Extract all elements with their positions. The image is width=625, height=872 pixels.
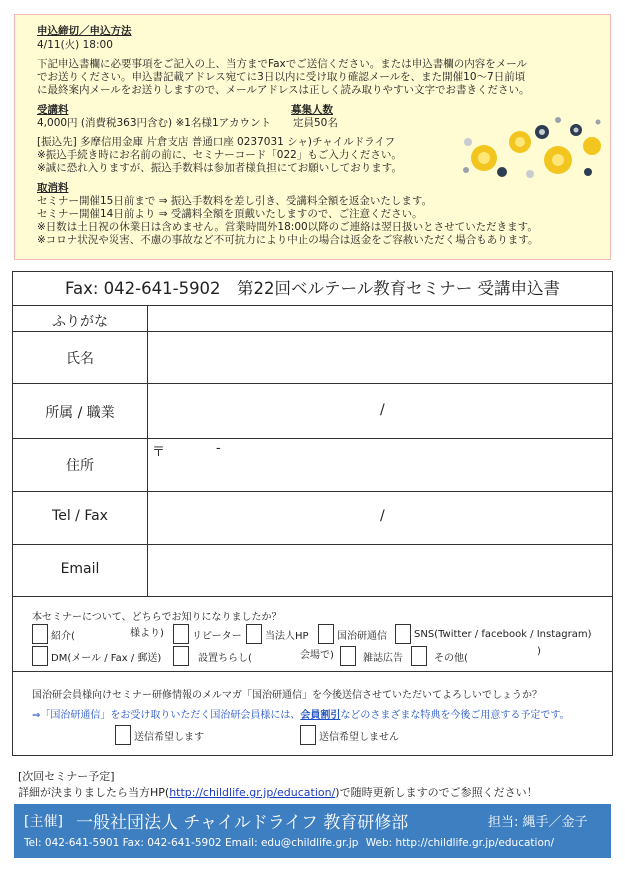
postal-dash: - (216, 441, 221, 456)
next-line: 詳細が決まりましたら当方HP(http://childlife.gr.jp/education/)で随時更新しますのでご参照ください！ (18, 786, 538, 799)
checkbox-icon[interactable] (32, 646, 48, 666)
source-sns: SNS(Twitter / facebook / Instagram) (395, 624, 592, 644)
hp-link[interactable]: http://childlife.gr.jp/education/ (169, 786, 336, 799)
source-other-end: ) (537, 646, 541, 657)
source-hp: 当法人HP (246, 624, 309, 644)
transfer-line: ※誠に恐れ入りますが、振込手数料は参加者様負担にてお願いしております。 (37, 162, 402, 174)
footer-tel: Tel: 042-641-5901 (24, 837, 120, 849)
checkbox-icon[interactable] (32, 624, 48, 644)
method-line: 下記申込書欄に必要事項をご記入の上、当方までFaxでご送信ください。または申込書欄の内容をメール (37, 58, 528, 70)
transfer-line: ※振込手続き時にお名前の前に、セミナーコード「022」もご入力ください。 (37, 149, 402, 161)
contact-person: 担当: 縄手／金子 (488, 815, 588, 830)
source-dm: DM(メール / Fax / 郵送) (32, 646, 161, 666)
address-label: 住所 (66, 458, 94, 474)
member-discount: 会員割引 (300, 710, 341, 721)
newsletter-yes: 送信希望します (115, 725, 204, 745)
cancel-line: ※日数は土日祝の休業日は含めません。営業時間外18:00以降のご連絡は翌日扱いとさせていただきます。 (37, 221, 538, 233)
cancel-line: セミナー開催15日前まで ⇒ 振込手数料を差し引き、受講料全額を返金いたします。 (37, 195, 433, 207)
transfer-line: [振込先] 多摩信用金庫 片倉支店 普通口座 0237031 シャ)チャイルドライフ (37, 136, 396, 148)
method-line: に最終案内メールをお送りしますので、メールアドレスは正しく読み取りやすい文字でお書きください。 (37, 84, 530, 96)
checkbox-icon[interactable] (173, 624, 189, 644)
postal-mark: 〒 (152, 445, 166, 460)
footer-web[interactable]: Web: http://childlife.gr.jp/education/ (365, 837, 555, 849)
tel-fax-separator: / (380, 508, 385, 524)
footer-banner (14, 804, 611, 858)
email-field[interactable] (148, 545, 612, 596)
source-flyer-end: 会場で) (300, 650, 334, 661)
source-flyer: 設置ちらし( (173, 646, 252, 666)
fee-value: 4,000円 (消費税363円含む) ※1名様1アカウント (37, 117, 272, 129)
capacity-value: 定員50名 (293, 117, 338, 129)
deadline-heading: 申込締切／申込方法 (37, 25, 132, 37)
source-question: 本セミナーについて、どちらでお知りになりましたか？ (32, 612, 282, 623)
cancel-line: セミナー開催14日前より ⇒ 受講料全額を頂戴いたしますので、ご注意ください。 (37, 208, 423, 220)
address-field[interactable] (148, 439, 612, 491)
newsletter-question: 国治研会員様向けセミナー研修情報のメルマガ「国治研通信」を今後送信させていただいてよろしいでしょうか？ (32, 690, 542, 701)
source-magazine: 雑誌広告 (340, 646, 403, 666)
checkbox-icon[interactable] (395, 624, 411, 644)
email-label: Email (60, 561, 100, 577)
checkbox-icon[interactable] (246, 624, 262, 644)
source-kokuji: 国治研通信 (318, 624, 387, 644)
checkbox-icon[interactable] (300, 725, 316, 745)
affiliation-label: 所属 / 職業 (45, 405, 115, 421)
footer-fax: Fax: 042-641-5902 (122, 837, 222, 849)
capacity-heading: 募集人数 (291, 104, 333, 116)
flower-illustration (458, 112, 606, 190)
checkbox-icon[interactable] (340, 646, 356, 666)
method-line: でお送りください。申込書記載アドレス宛てに3日以内に受け取り確認メールを、また開催10～7日前頃 (37, 71, 526, 83)
host-label: [主催] (24, 814, 63, 830)
furigana-label: ふりがな (52, 314, 108, 330)
form-title: Fax: 042-641-5902 第22回ベルテール教育セミナー 受講申込書 (65, 279, 560, 298)
checkbox-icon[interactable] (173, 646, 189, 666)
source-referral: 紹介( (32, 624, 75, 644)
next-heading: [次回セミナー予定] (18, 770, 115, 783)
name-field[interactable] (148, 332, 612, 383)
checkbox-icon[interactable] (115, 725, 131, 745)
tel-fax-field[interactable] (148, 492, 612, 544)
source-other: その他( (411, 646, 468, 666)
affiliation-separator: / (380, 402, 385, 418)
affiliation-field[interactable] (148, 384, 612, 438)
cancel-heading: 取消料 (37, 182, 69, 194)
source-repeater: リピーター (173, 624, 242, 644)
source-referral-end: 様より) (130, 628, 164, 639)
footer-email[interactable]: Email: edu@childlife.gr.jp (224, 837, 359, 849)
newsletter-no: 送信希望しません (300, 725, 399, 745)
organization-name: 一般社団法人 チャイルドライフ 教育研修部 (76, 813, 409, 833)
footer-contact-line (24, 837, 554, 849)
application-form (12, 271, 613, 756)
furigana-field[interactable] (148, 306, 612, 331)
name-label: 氏名 (66, 351, 94, 367)
fee-heading: 受講料 (37, 104, 69, 116)
deadline-date: 4/11(火) 18:00 (37, 39, 113, 51)
newsletter-note: ⇒「国治研通信」をお受け取りいただく国治研会員様には、会員割引などのさまざまな特典を今後ご用意する予定です。 (32, 710, 570, 721)
cancel-line: ※コロナ状況や災害、不慮の事故など不可抗力により中止の場合は返金をご容赦いただく場合もあります。 (37, 234, 539, 246)
tel-fax-label: Tel / Fax (52, 508, 108, 524)
checkbox-icon[interactable] (411, 646, 427, 666)
checkbox-icon[interactable] (318, 624, 334, 644)
